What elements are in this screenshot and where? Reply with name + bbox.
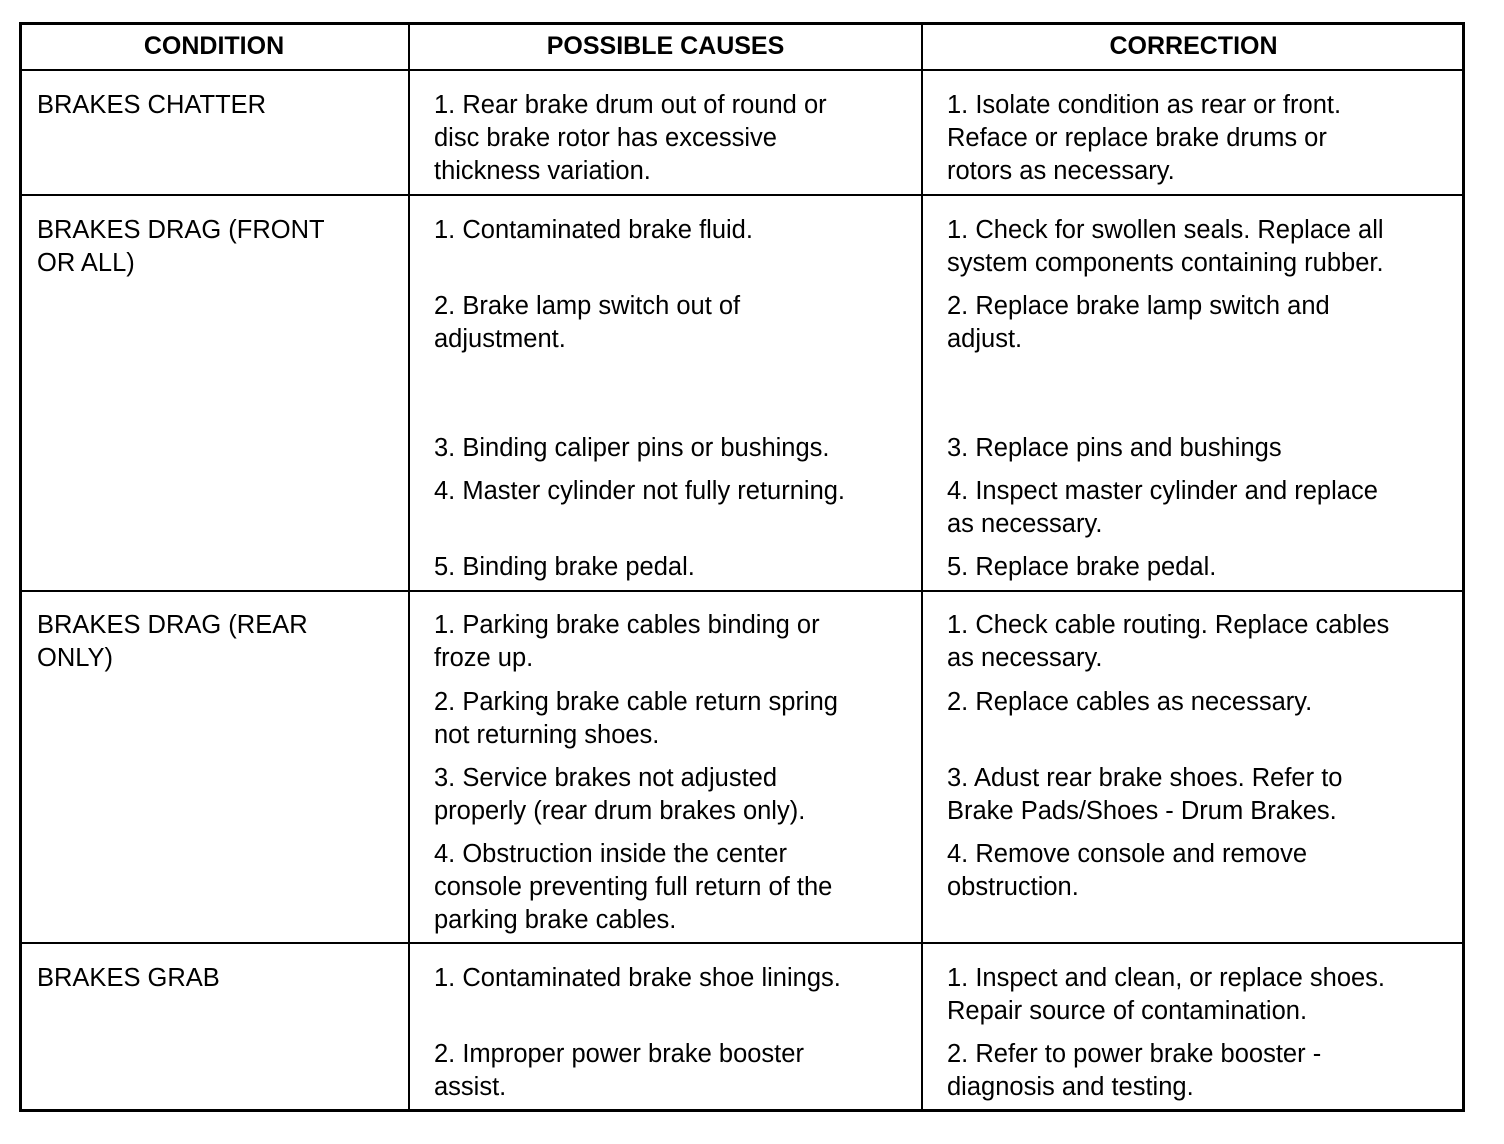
possible-cause: 2. Improper power brake booster assist.	[434, 1040, 804, 1101]
correction: 3. Adust rear brake shoes. Refer to Brake Pads/Shoes - Drum Brakes.	[947, 764, 1343, 825]
condition-cell: BRAKES DRAG (REAR ONLY)	[37, 611, 308, 672]
possible-cause: 3. Service brakes not adjusted properly (rear drum brakes only).	[434, 764, 806, 825]
possible-cause: 5. Binding brake pedal.	[434, 553, 695, 581]
correction: 3. Replace pins and bushings	[947, 434, 1282, 462]
possible-cause: 2. Brake lamp switch out of adjustment.	[434, 292, 741, 353]
condition-cell: BRAKES GRAB	[37, 964, 220, 992]
row-divider	[19, 942, 1465, 944]
correction: 4. Inspect master cylinder and replace as necessary.	[947, 477, 1378, 538]
possible-cause: 1. Parking brake cables binding or froze up.	[434, 611, 820, 672]
possible-cause: 2. Parking brake cable return spring not returning shoes.	[434, 688, 838, 749]
possible-cause: 3. Binding caliper pins or bushings.	[434, 434, 830, 462]
correction: 1. Inspect and clean, or replace shoes. Repair source of contamination.	[947, 964, 1386, 1025]
correction: 2. Replace cables as necessary.	[947, 688, 1313, 716]
condition-cell: BRAKES CHATTER	[37, 91, 267, 119]
correction: 1. Isolate condition as rear or front. Reface or replace brake drums or rotors as necessary.	[947, 91, 1342, 185]
condition-cell: BRAKES DRAG (FRONT OR ALL)	[37, 216, 325, 277]
correction: 5. Replace brake pedal.	[947, 553, 1217, 581]
column-divider	[921, 22, 923, 1112]
possible-cause: 1. Contaminated brake shoe linings.	[434, 964, 841, 992]
possible-cause: 1. Rear brake drum out of round or disc brake rotor has excessive thickness variation.	[434, 91, 827, 185]
column-header: POSSIBLE CAUSES	[546, 32, 785, 60]
correction: 1. Check for swollen seals. Replace all system components containing rubber.	[947, 216, 1384, 277]
possible-cause: 4. Obstruction inside the center console preventing full return of the parking brake cables.	[434, 840, 833, 934]
row-divider	[19, 69, 1465, 71]
correction: 1. Check cable routing. Replace cables as necessary.	[947, 611, 1390, 672]
row-divider	[19, 194, 1465, 196]
possible-cause: 1. Contaminated brake fluid.	[434, 216, 753, 244]
correction: 2. Replace brake lamp switch and adjust.	[947, 292, 1330, 353]
row-divider	[19, 590, 1465, 592]
column-header: CORRECTION	[1109, 32, 1278, 60]
column-header: CONDITION	[143, 32, 285, 60]
correction: 4. Remove console and remove obstruction.	[947, 840, 1308, 901]
possible-cause: 4. Master cylinder not fully returning.	[434, 477, 846, 505]
column-divider	[408, 22, 410, 1112]
correction: 2. Refer to power brake booster - diagnosis and testing.	[947, 1040, 1322, 1101]
